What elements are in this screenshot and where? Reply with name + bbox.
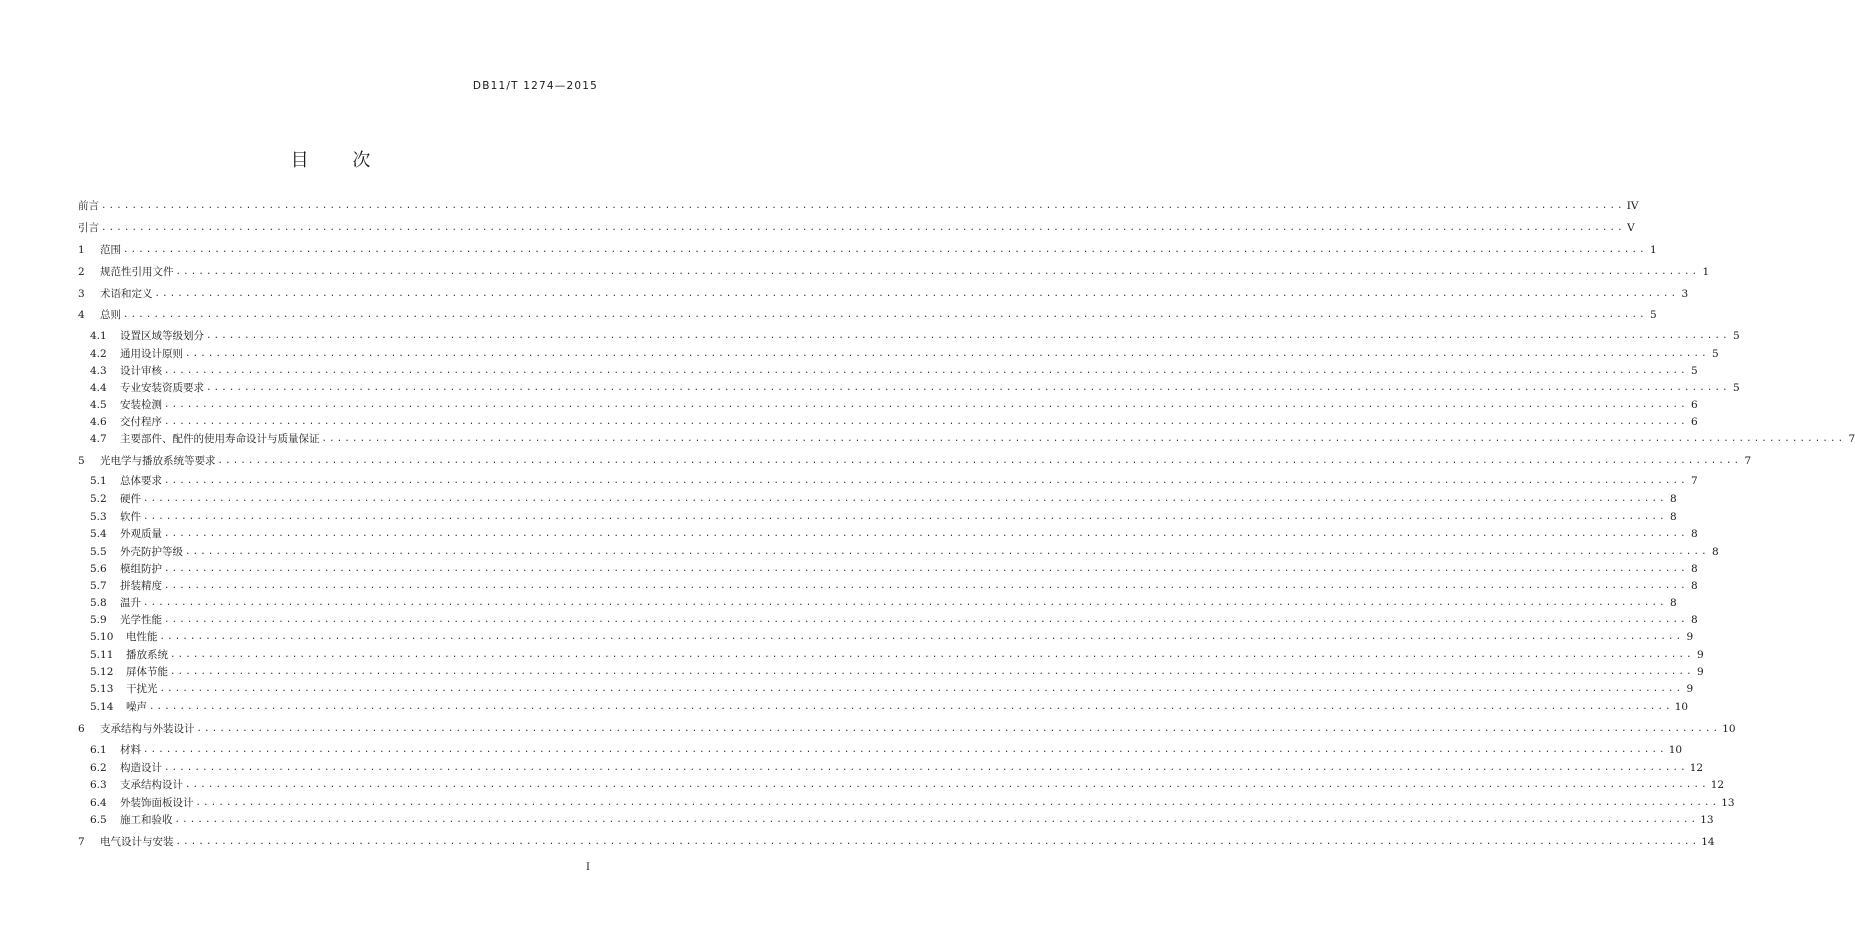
toc-entry-label: 外装饰面板设计: [120, 797, 194, 809]
toc-leader-dots: ........................................................................................................................................................................................................: [164, 581, 1688, 591]
toc-entry[interactable]: [90, 814, 1714, 826]
toc-leader-dots: ........................................................................................................................................................................................................: [185, 349, 1709, 359]
toc-entry-label: 光电学与播放系统等要求: [100, 455, 216, 467]
toc-leader-dots: ........................................................................................................................................................................................................: [164, 476, 1688, 486]
toc-entry[interactable]: [78, 266, 1710, 278]
toc-entry-number: 4.5: [90, 399, 107, 411]
toc-entry[interactable]: [90, 597, 1677, 609]
toc-entry-label: 总体要求: [120, 475, 162, 487]
toc-entry-page: 8: [1670, 493, 1677, 505]
toc-entry-number: 6.2: [90, 762, 107, 774]
toc-entry-page: 5: [1691, 365, 1698, 377]
toc-leader-dots: ........................................................................................................................................................................................................: [123, 310, 1647, 320]
toc-entry[interactable]: [78, 723, 1736, 735]
toc-entry-label: 支承结构设计: [120, 779, 183, 791]
toc-entry[interactable]: [90, 683, 1694, 695]
toc-entry-page: IV: [1626, 200, 1639, 212]
toc-entry-label: 噪声: [126, 701, 147, 713]
toc-entry[interactable]: [90, 701, 1689, 713]
toc-leader-dots: ........................................................................................................................................................................................................: [143, 494, 1667, 504]
toc-entry-label: 专业安装资质要求: [120, 382, 204, 394]
toc-leader-dots: ........................................................................................................................................................................................................: [143, 512, 1667, 522]
toc-entry-number: 4.2: [90, 348, 107, 360]
toc-leader-dots: ........................................................................................................................................................................................................: [164, 366, 1688, 376]
toc-entry-page: 3: [1681, 288, 1689, 300]
toc-entry-page: 7: [1848, 433, 1855, 445]
toc-leader-dots: ........................................................................................................................................................................................................: [164, 529, 1688, 539]
toc-leader-dots: ........................................................................................................................................................................................................: [101, 201, 1625, 211]
toc-entry-label: 模组防护: [120, 563, 162, 575]
page-number: I: [586, 862, 590, 873]
toc-entry[interactable]: [90, 399, 1698, 411]
toc-entry-number: 5.12: [90, 666, 114, 678]
toc-entry-label: 材料: [120, 744, 141, 756]
toc-leader-dots: ........................................................................................................................................................................................................: [175, 837, 1700, 847]
toc-entry-number: 5.14: [90, 701, 114, 713]
toc-entry-label: 安装检测: [120, 399, 162, 411]
toc-entry[interactable]: [90, 511, 1677, 523]
toc-leader-dots: ........................................................................................................................................................................................................: [175, 267, 1700, 277]
toc-entry[interactable]: [90, 744, 1683, 756]
toc-entry-label: 光学性能: [120, 614, 162, 626]
toc-leader-dots: ........................................................................................................................................................................................................: [154, 289, 1679, 299]
toc-entry-page: 14: [1701, 836, 1715, 848]
toc-entry-page: 7: [1691, 475, 1698, 487]
toc-leader-dots: ........................................................................................................................................................................................................: [174, 815, 1699, 825]
toc-entry[interactable]: [90, 614, 1698, 626]
page-title: 目 次: [290, 150, 372, 171]
toc-entry-number: 4.6: [90, 416, 107, 428]
toc-entry[interactable]: [78, 244, 1657, 256]
toc-entry-page: 12: [1710, 779, 1725, 791]
toc-entry-page: 5: [1733, 382, 1740, 394]
toc-entry-page: 6: [1691, 416, 1698, 428]
toc-entry-number: 1: [78, 244, 85, 256]
toc-entry[interactable]: [90, 493, 1677, 505]
toc-entry-page: 10: [1722, 723, 1736, 735]
toc-entry-label: 交付程序: [120, 416, 162, 428]
toc-leader-dots: ........................................................................................................................................................................................................: [101, 223, 1625, 233]
toc-entry-number: 5.11: [90, 649, 114, 661]
toc-entry-label: 通用设计原则: [120, 348, 183, 360]
toc-entry-label: 电性能: [126, 631, 158, 643]
toc-entry[interactable]: [90, 330, 1740, 342]
toc-entry-number: 5: [78, 455, 85, 467]
toc-entry-page: 8: [1712, 546, 1719, 558]
toc-leader-dots: ........................................................................................................................................................................................................: [123, 245, 1647, 255]
toc-leader-dots: ........................................................................................................................................................................................................: [159, 684, 1684, 694]
toc-entry-number: 6.4: [90, 797, 107, 809]
toc-entry[interactable]: [90, 433, 1855, 445]
toc-entry-number: 5.10: [90, 631, 114, 643]
toc-entry-number: 6.3: [90, 779, 107, 791]
toc-entry[interactable]: [78, 309, 1657, 321]
toc-leader-dots: ........................................................................................................................................................................................................: [159, 632, 1684, 642]
toc-leader-dots: ........................................................................................................................................................................................................: [149, 702, 1673, 712]
toc-leader-dots: ........................................................................................................................................................................................................: [164, 400, 1688, 410]
toc-entry-page: 8: [1691, 614, 1698, 626]
toc-entry-label: 总则: [100, 309, 121, 321]
toc-entry[interactable]: [90, 779, 1725, 791]
toc-entry-label: 软件: [120, 511, 141, 523]
toc-leader-dots: ........................................................................................................................................................................................................: [195, 798, 1720, 808]
toc-entry[interactable]: [90, 580, 1698, 592]
toc-entry-label: 屏体节能: [126, 666, 168, 678]
toc-entry[interactable]: [90, 528, 1698, 540]
toc-entry-page: 13: [1721, 797, 1735, 809]
toc-entry-page: 9: [1697, 649, 1704, 661]
toc-entry-label: 主要部件、配件的使用寿命设计与质量保证: [120, 433, 320, 445]
toc-leader-dots: ........................................................................................................................................................................................................: [164, 564, 1688, 574]
toc-entry[interactable]: [90, 649, 1704, 661]
toc-entry-label: 拼装精度: [120, 580, 162, 592]
toc-entry-label: 前言: [78, 200, 99, 212]
toc-entry-label: 温升: [120, 597, 141, 609]
toc-entry-number: 5.5: [90, 546, 107, 558]
toc-entry-number: 5.6: [90, 563, 107, 575]
toc-entry-number: 5.2: [90, 493, 107, 505]
toc-entry[interactable]: [78, 222, 1635, 234]
toc-entry-page: 1: [1650, 244, 1657, 256]
toc-entry-number: 6: [78, 723, 85, 735]
toc-entry-page: 5: [1650, 309, 1657, 321]
toc-entry[interactable]: [90, 382, 1740, 394]
toc-entry-page: 5: [1733, 330, 1740, 342]
toc-entry-page: 9: [1697, 666, 1704, 678]
toc-entry-number: 4.1: [90, 330, 107, 342]
toc-entry-page: 1: [1702, 266, 1710, 278]
toc-entry-number: 6.1: [90, 744, 107, 756]
toc-entry-page: 8: [1691, 563, 1698, 575]
toc-entry-page: 10: [1668, 744, 1683, 756]
toc-leader-dots: ........................................................................................................................................................................................................: [164, 763, 1688, 773]
toc-leader-dots: ........................................................................................................................................................................................................: [143, 745, 1667, 755]
toc-entry-page: 9: [1686, 683, 1694, 695]
toc-entry[interactable]: [90, 666, 1704, 678]
toc-leader-dots: ........................................................................................................................................................................................................: [143, 598, 1667, 608]
toc-entry-number: 5.4: [90, 528, 107, 540]
toc-entry-number: 5.7: [90, 580, 107, 592]
toc-leader-dots: ........................................................................................................................................................................................................: [321, 434, 1846, 444]
toc-entry[interactable]: [78, 836, 1715, 848]
toc-entry-page: 9: [1686, 631, 1694, 643]
toc-entry[interactable]: [90, 762, 1704, 774]
toc-entry[interactable]: [90, 546, 1719, 558]
toc-entry-number: 5.3: [90, 511, 107, 523]
toc-entry-page: 10: [1674, 701, 1689, 713]
toc-entry-number: 2: [78, 266, 85, 278]
toc-leader-dots: ........................................................................................................................................................................................................: [164, 615, 1688, 625]
toc-entry-label: 外观质量: [120, 528, 162, 540]
toc-entry-number: 4.7: [90, 433, 107, 445]
toc-entry-number: 5.9: [90, 614, 107, 626]
toc-entry-page: 8: [1670, 511, 1677, 523]
toc-entry[interactable]: [90, 797, 1735, 809]
toc-entry-number: 7: [78, 836, 85, 848]
toc-entry-number: 5.8: [90, 597, 107, 609]
toc-leader-dots: ........................................................................................................................................................................................................: [206, 331, 1730, 341]
toc-leader-dots: ........................................................................................................................................................................................................: [206, 383, 1730, 393]
toc-entry-label: 支承结构与外装设计: [100, 723, 195, 735]
toc-entry-number: 4.3: [90, 365, 107, 377]
toc-entry-label: 硬件: [120, 493, 141, 505]
toc-entry-label: 构造设计: [120, 762, 162, 774]
toc-entry-page: 5: [1712, 348, 1719, 360]
toc-entry-page: 8: [1691, 580, 1698, 592]
toc-entry[interactable]: [90, 416, 1698, 428]
toc-entry[interactable]: [90, 348, 1719, 360]
toc-entry-number: 4: [78, 309, 85, 321]
toc-entry[interactable]: [78, 288, 1689, 300]
toc-entry-number: 6.5: [90, 814, 107, 826]
toc-entry-label: 电气设计与安装: [100, 836, 174, 848]
toc-leader-dots: ........................................................................................................................................................................................................: [185, 547, 1709, 557]
toc-entry-label: 设计审核: [120, 365, 162, 377]
toc-leader-dots: ........................................................................................................................................................................................................: [217, 456, 1742, 466]
toc-entry[interactable]: [90, 631, 1694, 643]
toc-entry-page: V: [1627, 222, 1635, 234]
toc-entry-number: 5.1: [90, 475, 107, 487]
toc-entry-label: 范围: [100, 244, 121, 256]
toc-entry-page: 13: [1700, 814, 1714, 826]
toc-entry-number: 5.13: [90, 683, 114, 695]
toc-entry-page: 12: [1689, 762, 1704, 774]
toc-entry[interactable]: [90, 475, 1698, 487]
toc-entry-label: 播放系统: [126, 649, 168, 661]
toc-entry-label: 规范性引用文件: [100, 266, 174, 278]
toc-entry-label: 引言: [78, 222, 99, 234]
toc-entry-page: 8: [1670, 597, 1677, 609]
toc-leader-dots: ........................................................................................................................................................................................................: [196, 724, 1721, 734]
toc-leader-dots: ........................................................................................................................................................................................................: [164, 417, 1688, 427]
toc-entry-label: 术语和定义: [100, 288, 153, 300]
toc-entry-label: 施工和验收: [120, 814, 173, 826]
toc-leader-dots: ........................................................................................................................................................................................................: [185, 780, 1709, 790]
toc-entry-label: 设置区域等级划分: [120, 330, 204, 342]
toc-entry[interactable]: [78, 455, 1752, 467]
toc-entry-label: 干扰光: [126, 683, 158, 695]
toc-leader-dots: ........................................................................................................................................................................................................: [170, 650, 1694, 660]
standard-code: DB11/T 1274—2015: [472, 80, 598, 92]
toc-entry-page: 7: [1744, 455, 1752, 467]
toc-entry-page: 6: [1691, 399, 1698, 411]
toc-entry[interactable]: [78, 200, 1639, 212]
toc-leader-dots: ........................................................................................................................................................................................................: [170, 667, 1694, 677]
toc-entry[interactable]: [90, 563, 1698, 575]
toc-entry[interactable]: [90, 365, 1698, 377]
toc-entry-number: 3: [78, 288, 85, 300]
toc-entry-number: 4.4: [90, 382, 107, 394]
toc-entry-page: 8: [1691, 528, 1698, 540]
toc-entry-label: 外壳防护等级: [120, 546, 183, 558]
